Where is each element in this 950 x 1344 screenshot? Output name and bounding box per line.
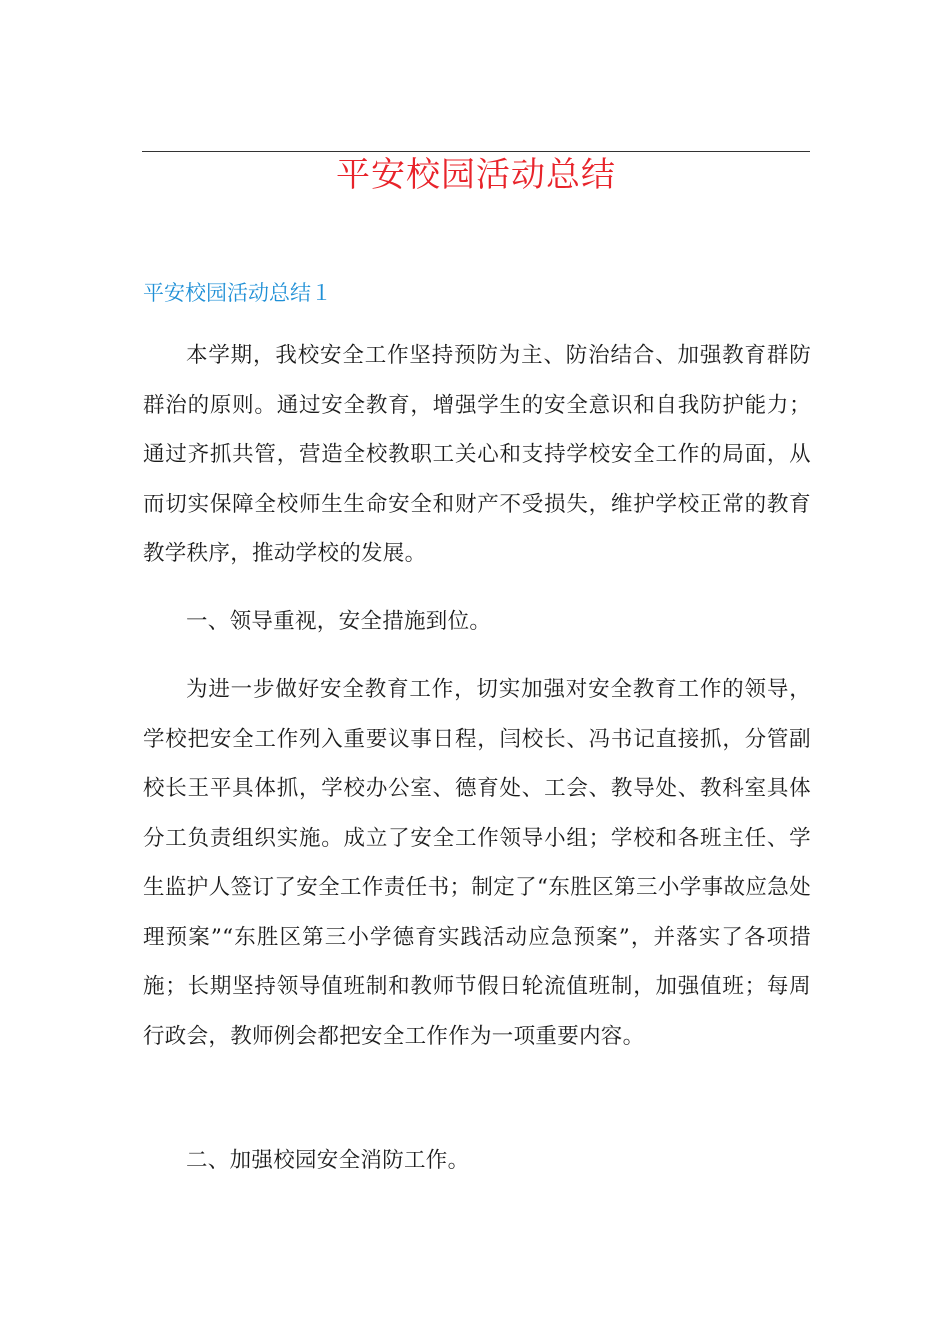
section-heading: 平安校园活动总结１: [143, 281, 332, 305]
paragraph-heading-two: 二、加强校园安全消防工作。: [186, 1148, 470, 1173]
paragraph-leadership: 为进一步做好安全教育工作，切实加强对安全教育工作的领导，学校把安全工作列入重要议事日程，闫校长、冯书记直接抓，分管副校长王平具体抓，学校办公室、德育处、工会、教导处、教科室具体分工负责组织实施。成立了安全工作领导小组；学校和各班主任、学生监护人签订了安全工作责任书；制定了“东胜区第三小学事故应急处理预案”“东胜区第三小学德育实践活动应急预案”，并落实了各项措施；长期坚持领导值班制和教师节假日轮流值班制，加强值班；每周行政会，教师例会都把安全工作作为一项重要内容。: [143, 677, 811, 1049]
paragraph-heading-one: 一、领导重视，安全措施到位。: [186, 609, 492, 634]
document-title: 平安校园活动总结: [336, 155, 616, 195]
paragraph-intro: 本学期，我校安全工作坚持预防为主、防治结合、加强教育群防群治的原则。通过安全教育，增强学生的安全意识和自我防护能力；通过齐抓共管，营造全校教职工关心和支持学校安全工作的局面，从而切实保障全校师生生命安全和财产不受损失，维护学校正常的教育教学秩序，推动学校的发展。: [143, 343, 811, 566]
